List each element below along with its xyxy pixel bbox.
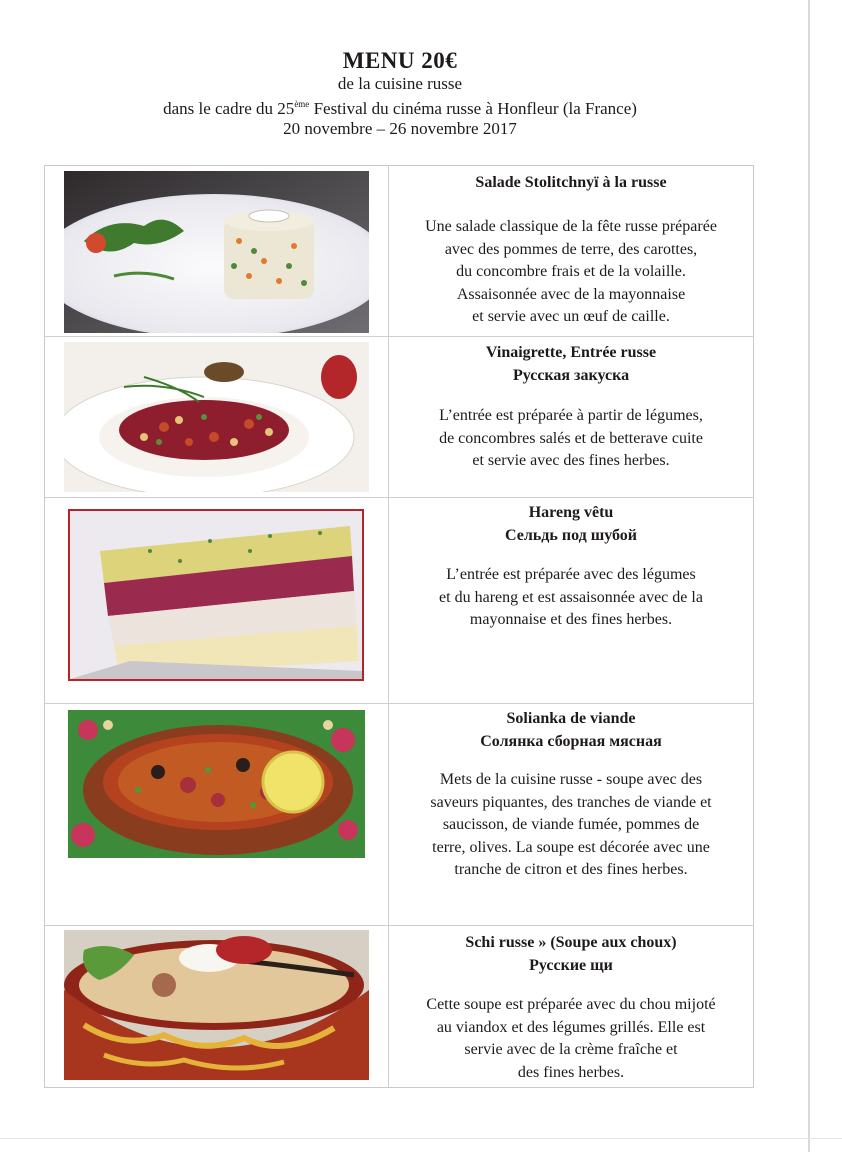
- festival-ordinal: ème: [294, 99, 310, 109]
- desc-line: saveurs piquantes, des tranches de viande et: [430, 793, 712, 811]
- desc-line: avec des pommes de terre, des carottes,: [444, 240, 698, 258]
- dish-name: Salade Stolitchnyï à la russe: [475, 174, 667, 191]
- festival-line-end: Festival du cinéma russe à Honfleur (la France): [309, 99, 637, 118]
- dish-name: Solianka de viande: [506, 710, 636, 727]
- desc-line: servie avec de la crème fraîche et: [464, 1041, 678, 1058]
- desc-line: saucisson, de viande fumée, pommes de: [442, 816, 700, 833]
- menu-table: [44, 165, 754, 1088]
- desc-line: Cette soupe est préparée avec du chou mijoté: [426, 996, 716, 1013]
- desc-line: du concombre frais et de la volaille.: [456, 263, 686, 280]
- vinaigrette-description-cell: [389, 341, 753, 473]
- desc-line: Une salade classique de la fête russe préparée: [425, 218, 717, 235]
- desc-line: au viandox et des légumes grillés. Elle est: [436, 1018, 706, 1036]
- dish-row-hareng: [45, 497, 753, 704]
- desc-line: L’entrée est préparée à partir de légumes,: [439, 407, 703, 424]
- dish-description: [389, 564, 753, 632]
- solianka-photo: [68, 710, 365, 858]
- menu-header: [0, 48, 800, 139]
- schi-photo: [64, 930, 369, 1080]
- menu-title: MENU 20€: [342, 48, 458, 73]
- dish-name-russian: Сельдь под шубой: [505, 527, 637, 544]
- desc-line: Assaisonnée avec de la mayonnaise: [456, 285, 686, 303]
- hareng-description-cell: [389, 501, 753, 632]
- vinaigrette-photo: [64, 342, 369, 492]
- festival-line: [0, 94, 800, 119]
- page-edge: [808, 0, 810, 1152]
- dish-row-salade: [45, 166, 753, 337]
- desc-line: terre, olives. La soupe est décorée avec une: [432, 838, 710, 856]
- festival-dates: 20 novembre – 26 novembre 2017: [283, 119, 517, 138]
- page-bottom-edge: [0, 1138, 842, 1139]
- salade-photo: [64, 171, 369, 333]
- dish-description: [389, 994, 753, 1084]
- desc-line: Mets de la cuisine russe - soupe avec des: [439, 771, 703, 788]
- dish-name: Hareng vêtu: [528, 504, 614, 521]
- schi-description-cell: [389, 931, 753, 1084]
- desc-line: L’entrée est préparée avec des légumes: [446, 566, 696, 583]
- dish-row-solianka: [45, 703, 753, 926]
- desc-line: mayonnaise et des fines herbes.: [469, 611, 673, 628]
- desc-line: et du hareng et est assaisonnée avec de la: [439, 588, 703, 606]
- dish-name-russian: Солянка сборная мясная: [480, 733, 662, 750]
- dish-name-russian: Русская закуска: [512, 367, 630, 384]
- hareng-photo: [68, 509, 364, 681]
- dish-description: [389, 769, 753, 882]
- dish-description: [389, 216, 753, 329]
- desc-line: des fines herbes.: [517, 1063, 625, 1081]
- desc-line: de concombres salés et de betterave cuite: [439, 429, 703, 447]
- dish-row-schi: [45, 925, 753, 1087]
- dish-description: [389, 405, 753, 473]
- festival-line-start: dans le cadre du 25: [163, 99, 295, 118]
- dish-name: Schi russe » (Soupe aux choux): [465, 934, 677, 951]
- dish-name-russian: Русские щи: [529, 957, 613, 974]
- dish-row-vinaigrette: [45, 336, 753, 498]
- cuisine-subtitle: de la cuisine russe: [337, 74, 463, 93]
- desc-line: et servie avec un œuf de caille.: [472, 308, 670, 325]
- desc-line: tranche de citron et des fines herbes.: [454, 861, 688, 878]
- dish-name: Vinaigrette, Entrée russe: [485, 344, 657, 361]
- desc-line: et servie avec des fines herbes.: [472, 452, 670, 469]
- salade-description-cell: [389, 171, 753, 329]
- solianka-description-cell: [389, 707, 753, 882]
